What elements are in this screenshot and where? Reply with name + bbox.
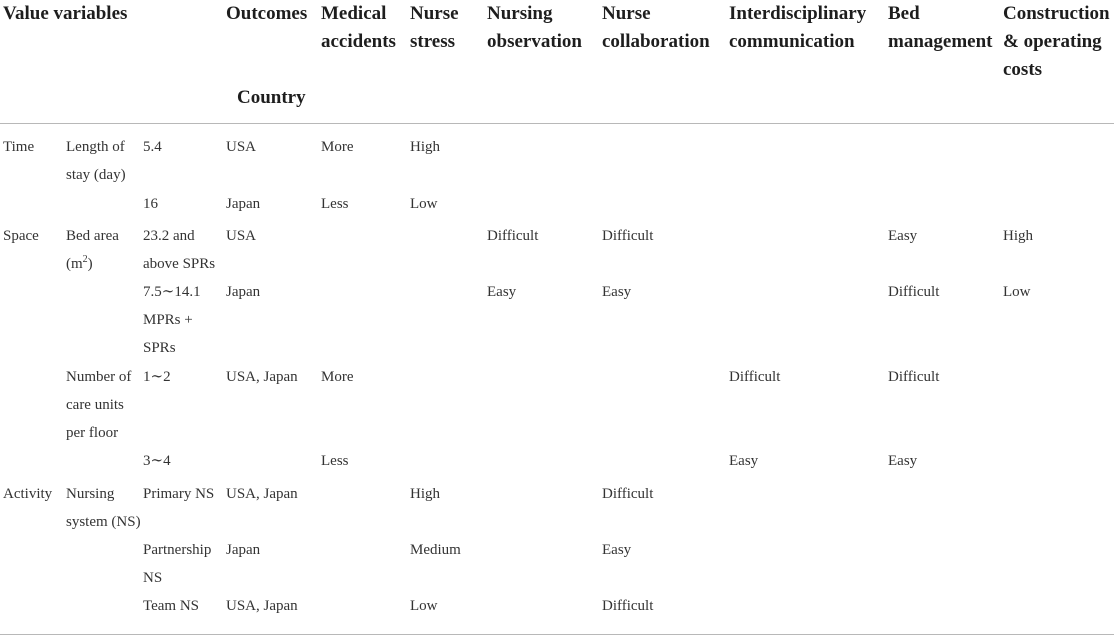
row-5-value: 3∼4 bbox=[143, 453, 171, 469]
row-2-nurse-collaboration: Difficult bbox=[602, 228, 654, 244]
header-interdisciplinary-communication: Interdisciplinary communication bbox=[729, 3, 867, 52]
row-1-country: Japan bbox=[226, 196, 261, 212]
variable-bed-area: Bed area $(m^2)$ bbox=[66, 228, 119, 272]
group-label-space: Space bbox=[3, 228, 39, 244]
row-4-value: 1∼2 bbox=[143, 369, 171, 385]
header-value-variables: Value variables bbox=[3, 3, 128, 24]
row-2-bed-management: Easy bbox=[888, 228, 918, 244]
header-medical-accidents: Medical accidents bbox=[321, 3, 396, 52]
row-6-country: USA, Japan bbox=[226, 486, 298, 502]
row-5-bed-management: Easy bbox=[888, 453, 918, 469]
row-7-nurse-collaboration: Easy bbox=[602, 542, 632, 558]
row-2-country: USA bbox=[226, 228, 257, 244]
row-6-nurse-stress: High bbox=[410, 486, 440, 502]
row-6-value: Primary NS bbox=[143, 486, 215, 502]
row-0-medical-accidents: More bbox=[321, 139, 354, 155]
row-7-value: Partnership NS bbox=[143, 542, 212, 586]
variable-care-units-per-floor: Number of care units per floor bbox=[66, 369, 132, 441]
row-5-interdisciplinary-communication: Easy bbox=[729, 453, 759, 469]
variable-length-of-stay: Length of stay (day) bbox=[66, 139, 126, 183]
row-5-medical-accidents: Less bbox=[321, 453, 349, 469]
row-3-country: Japan bbox=[226, 284, 261, 300]
row-0-nurse-stress: High bbox=[410, 139, 440, 155]
row-2-construction-costs: High bbox=[1003, 228, 1033, 244]
header-nurse-collaboration: Nurse collaboration bbox=[602, 3, 710, 52]
group-label-activity: Activity bbox=[3, 486, 53, 502]
bottom-rule bbox=[0, 634, 1114, 635]
row-6-nurse-collaboration: Difficult bbox=[602, 486, 654, 502]
row-3-bed-management: Difficult bbox=[888, 284, 940, 300]
row-0-country: USA bbox=[226, 139, 257, 155]
header-nursing-observation: Nursing observation bbox=[487, 3, 582, 52]
header-outcomes: Outcomes bbox=[226, 3, 308, 24]
row-3-nursing-observation: Easy bbox=[487, 284, 517, 300]
row-3-construction-costs: Low bbox=[1003, 284, 1031, 300]
row-7-nurse-stress: Medium bbox=[410, 542, 461, 558]
row-8-country: USA, Japan bbox=[226, 598, 298, 614]
row-2-nursing-observation: Difficult bbox=[487, 228, 539, 244]
group-label-time: Time bbox=[3, 139, 35, 155]
header-rule bbox=[0, 123, 1114, 124]
row-8-nurse-stress: Low bbox=[410, 598, 438, 614]
row-2-value: 23.2 and above SPRs bbox=[143, 228, 216, 272]
row-4-country: USA, Japan bbox=[226, 369, 298, 385]
row-7-country: Japan bbox=[226, 542, 261, 558]
row-1-value: 16 bbox=[143, 196, 158, 212]
header-country: Country bbox=[237, 87, 306, 108]
row-8-nurse-collaboration: Difficult bbox=[602, 598, 654, 614]
row-4-bed-management: Difficult bbox=[888, 369, 940, 385]
header-bed-management: Bed management bbox=[888, 3, 993, 52]
variable-nursing-system: Nursing system (NS) bbox=[66, 486, 141, 530]
row-1-nurse-stress: Low bbox=[410, 196, 438, 212]
header-nurse-stress: Nurse stress bbox=[410, 3, 459, 52]
row-4-interdisciplinary-communication: Difficult bbox=[729, 369, 781, 385]
row-3-nurse-collaboration: Easy bbox=[602, 284, 632, 300]
row-8-value: Team NS bbox=[143, 598, 200, 614]
row-4-medical-accidents: More bbox=[321, 369, 354, 385]
header-construction-costs: Construction & operating costs bbox=[1003, 3, 1110, 80]
row-0-value: 5.4 bbox=[143, 139, 162, 155]
row-3-value: 7.5∼14.1 MPRs + SPRs bbox=[143, 284, 201, 356]
row-1-medical-accidents: Less bbox=[321, 196, 349, 212]
